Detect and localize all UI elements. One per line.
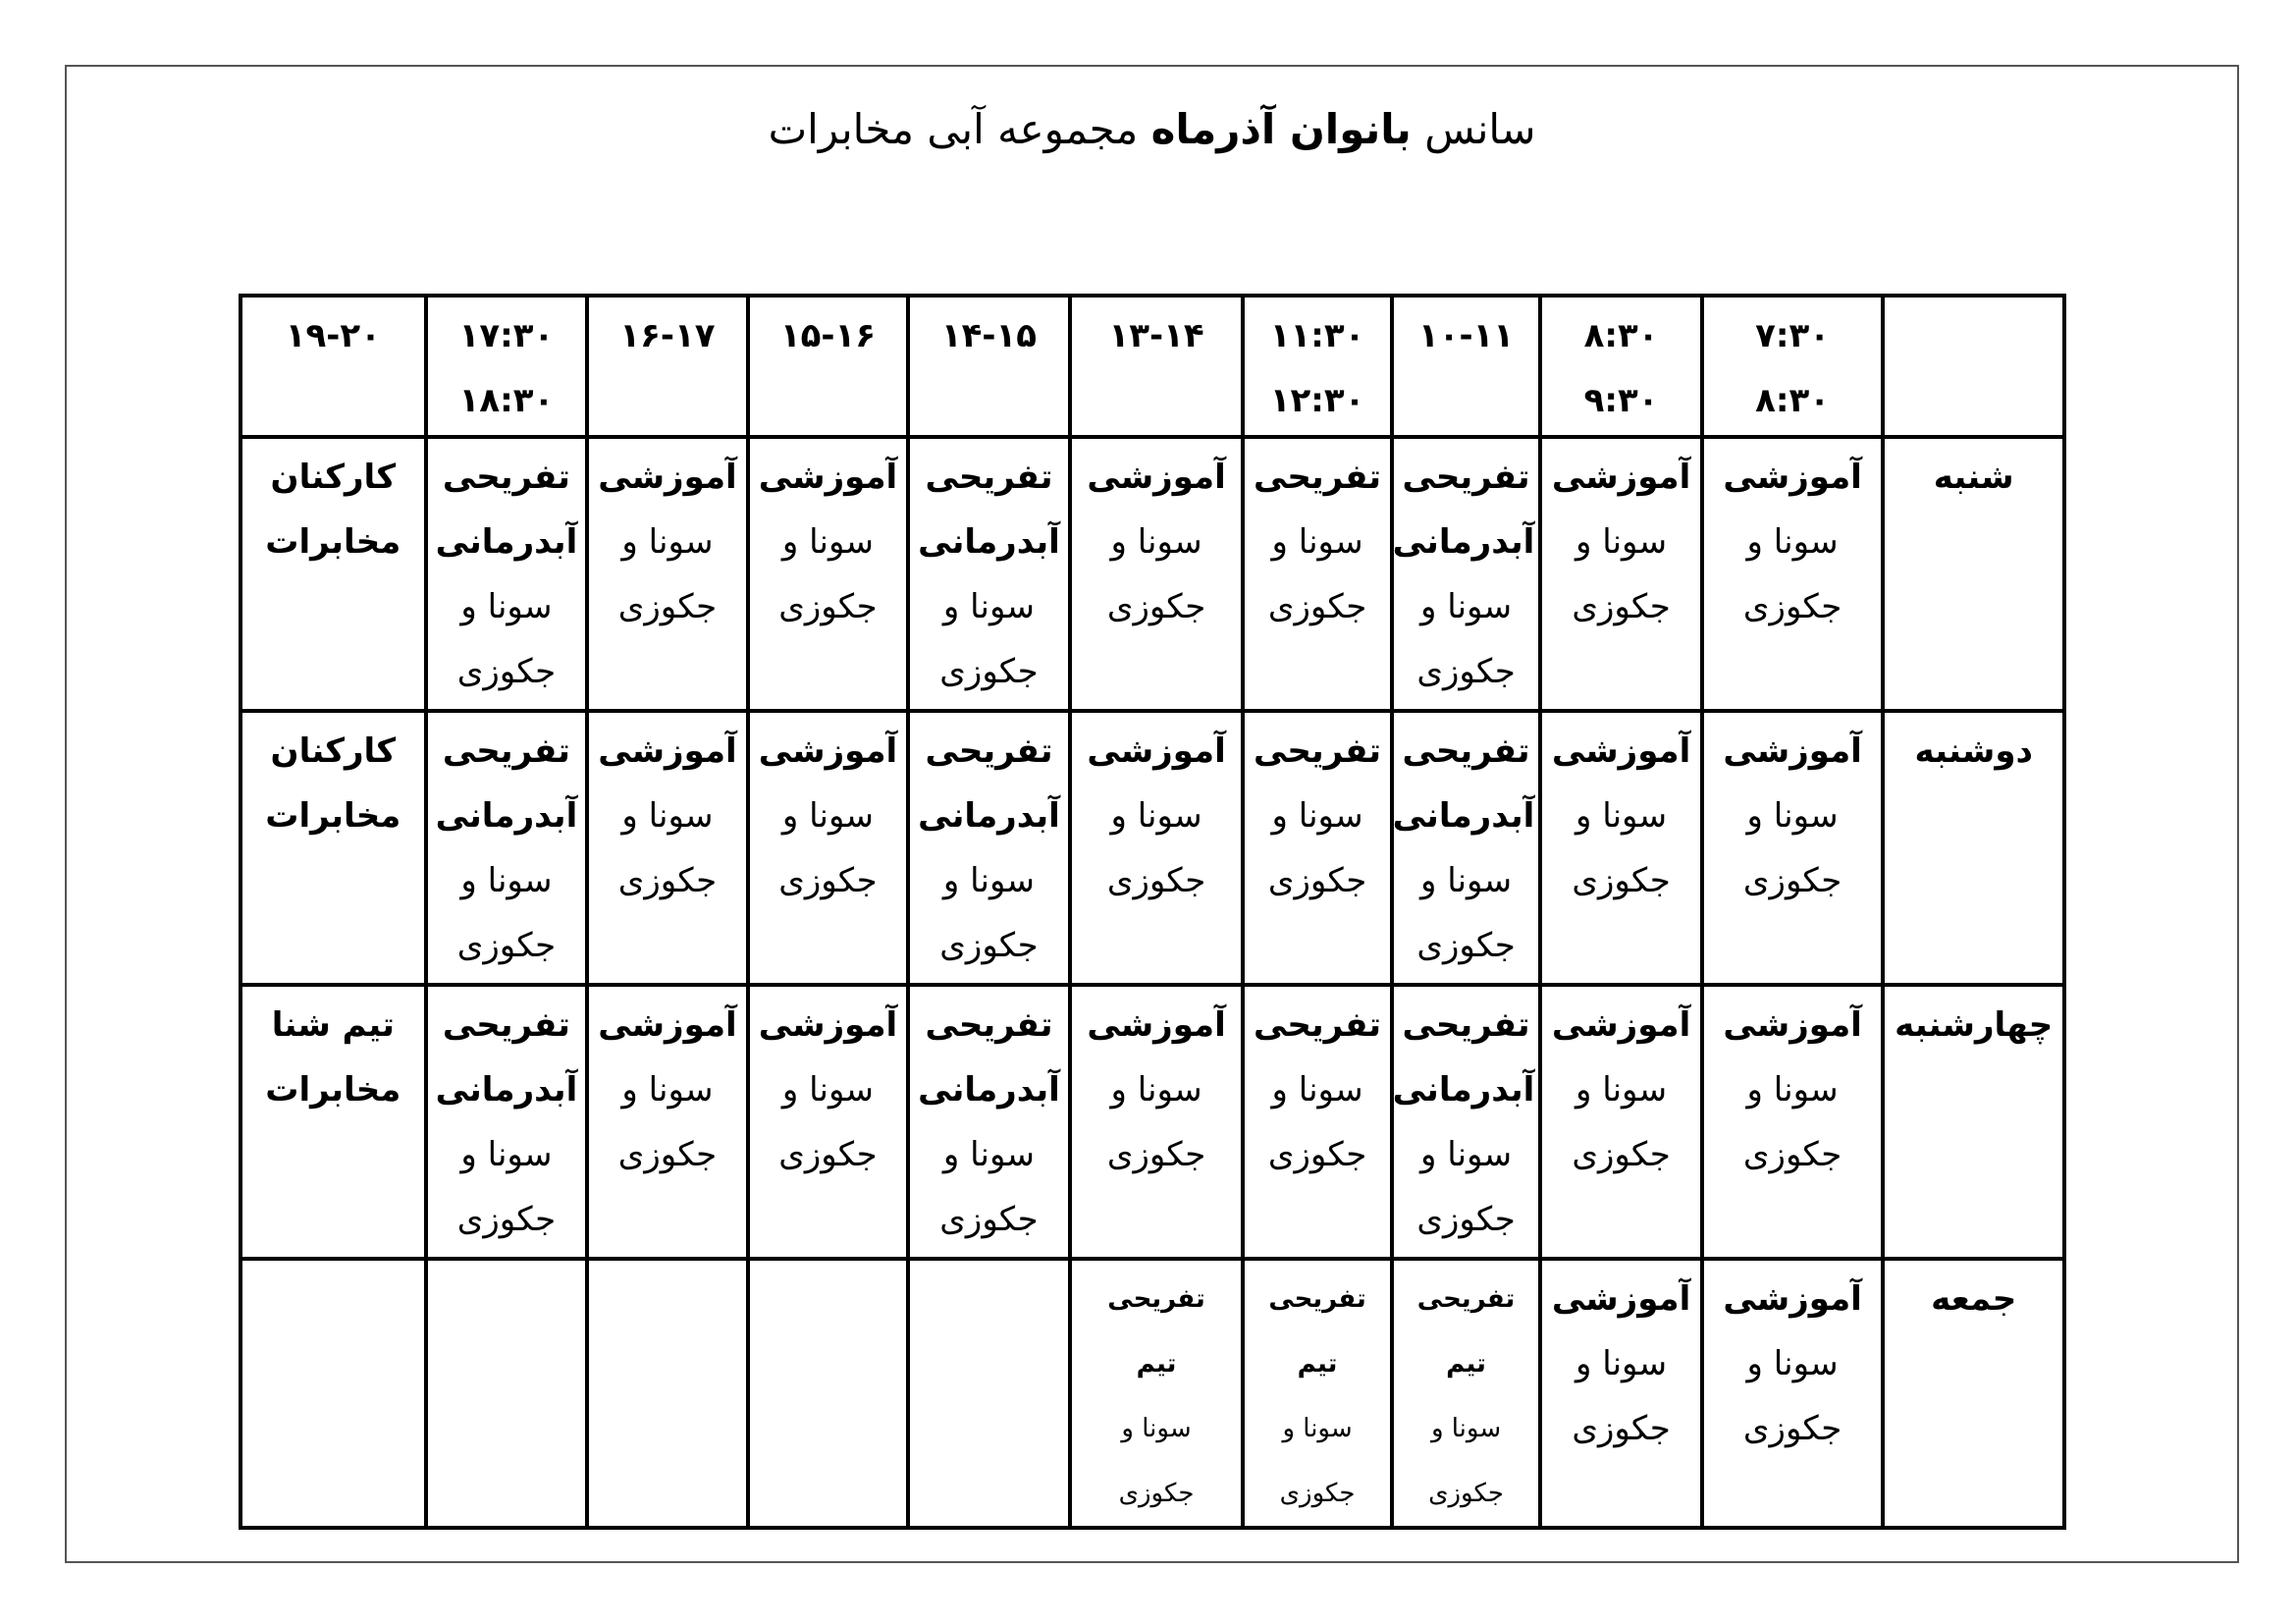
session-type: کارکنان	[270, 458, 397, 497]
session-amenity-2: جکوزی	[1428, 1479, 1504, 1508]
session-amenity-2: جکوزی	[1572, 1409, 1671, 1448]
session-type: تفریحی	[1402, 458, 1530, 497]
time-line-1: ۷:۳۰	[1755, 316, 1831, 355]
session-amenity-2: جکوزی	[617, 1135, 718, 1174]
session-amenity-2: جکوزی	[778, 1135, 878, 1174]
session-cell	[587, 1259, 748, 1528]
session-amenity-2: جکوزی	[1742, 1135, 1842, 1174]
session-cell	[1243, 711, 1391, 985]
session-amenity-2: جکوزی	[1106, 1135, 1206, 1174]
session-cell	[908, 985, 1070, 1259]
day-row	[240, 985, 2064, 1259]
session-amenity-2: جکوزی	[778, 861, 878, 900]
session-cell	[748, 711, 909, 985]
session-amenity-2: جکوزی	[939, 926, 1039, 965]
session-type: تفریحی	[925, 731, 1053, 771]
session-cell	[1070, 711, 1244, 985]
time-header	[748, 296, 909, 437]
session-cell	[908, 711, 1070, 985]
session-type: تفریحی	[1402, 731, 1530, 771]
session-cell	[1070, 985, 1244, 1259]
session-type: تفریحی	[925, 1005, 1053, 1045]
session-cell	[908, 1259, 1070, 1528]
session-type: تفریحی	[1416, 1284, 1516, 1314]
session-cell	[426, 1259, 588, 1528]
session-amenity: سونا و	[1110, 1070, 1202, 1110]
session-amenity-2: جکوزی	[1572, 1135, 1671, 1174]
session-subtype: تیم	[1136, 1349, 1177, 1379]
session-type: آموزشی	[1551, 1279, 1691, 1319]
day-row	[240, 437, 2064, 711]
session-amenity-2: جکوزی	[1279, 1479, 1356, 1508]
session-subtype: آبدرمانی	[435, 1070, 578, 1110]
session-amenity: سونا و	[781, 1070, 875, 1110]
session-amenity-2: جکوزی	[778, 587, 878, 626]
session-type: تفریحی	[925, 458, 1053, 497]
session-amenity-2: جکوزی	[939, 1200, 1039, 1239]
session-amenity: سونا و	[942, 861, 1036, 900]
day-label: جمعه	[1883, 1259, 2064, 1528]
session-amenity-2: جکوزی	[1416, 1200, 1516, 1239]
session-cell	[1540, 985, 1702, 1259]
day-label: شنبه	[1883, 437, 2064, 711]
session-cell	[426, 711, 588, 985]
session-cell	[1070, 1259, 1244, 1528]
session-amenity-2: جکوزی	[1267, 1135, 1367, 1174]
session-amenity: سونا و	[1121, 1414, 1192, 1443]
session-subtype: مخابرات	[265, 796, 401, 836]
time-line-2: ۱۲:۳۰	[1269, 381, 1365, 420]
title-part-2: بانوان آذرماه	[1150, 105, 1412, 153]
session-amenity: سونا و	[1746, 796, 1839, 836]
time-header	[587, 296, 748, 437]
session-amenity-2: جکوزی	[1572, 861, 1671, 900]
session-type: آموزشی	[598, 458, 737, 497]
session-amenity: سونا و	[460, 587, 553, 626]
session-type: تیم شنا	[271, 1005, 395, 1045]
session-type: تفریحی	[1402, 1005, 1530, 1045]
session-amenity: سونا و	[781, 522, 875, 562]
session-amenity: سونا و	[942, 587, 1036, 626]
session-subtype: آبدرمانی	[1392, 522, 1535, 562]
session-cell	[908, 437, 1070, 711]
time-line-2: ۸:۳۰	[1755, 381, 1831, 420]
time-header	[1243, 296, 1391, 437]
session-subtype: آبدرمانی	[918, 1070, 1060, 1110]
time-header	[1702, 296, 1884, 437]
session-amenity: سونا و	[1271, 796, 1363, 836]
time-header	[240, 296, 426, 437]
session-type: تفریحی	[442, 731, 570, 771]
session-amenity-2: جکوزی	[1118, 1479, 1195, 1508]
session-amenity-2: جکوزی	[1416, 926, 1516, 965]
session-cell	[587, 437, 748, 711]
session-cell	[1070, 437, 1244, 711]
session-subtype: آبدرمانی	[918, 796, 1060, 836]
session-cell	[1702, 1259, 1884, 1528]
page-title	[65, 98, 2239, 161]
session-cell	[426, 437, 588, 711]
session-subtype: مخابرات	[265, 522, 401, 562]
session-amenity: سونا و	[621, 796, 714, 836]
session-cell	[1243, 985, 1391, 1259]
session-type: آموزشی	[1723, 1005, 1862, 1045]
session-subtype: تیم	[1297, 1349, 1338, 1379]
session-type: آموزشی	[1723, 458, 1862, 497]
session-type: آموزشی	[598, 731, 737, 771]
session-cell	[1702, 985, 1884, 1259]
session-amenity-2: جکوزی	[617, 861, 718, 900]
session-type: تفریحی	[442, 458, 570, 497]
session-cell	[1392, 711, 1540, 985]
session-subtype: تیم	[1446, 1349, 1486, 1379]
title-part-1: سانس	[1411, 105, 1536, 153]
time-line-1: ۱۱:۳۰	[1269, 316, 1365, 355]
session-cell	[426, 985, 588, 1259]
session-type: آموزشی	[758, 731, 898, 771]
time-line-2: ۱۸:۳۰	[458, 381, 555, 420]
header-row	[240, 296, 2064, 437]
session-cell	[1540, 711, 1702, 985]
session-type: آموزشی	[598, 1005, 737, 1045]
time-line-1: ۱۰-۱۱	[1417, 316, 1515, 355]
session-amenity: سونا و	[1271, 522, 1363, 562]
session-amenity: سونا و	[1271, 1070, 1363, 1110]
session-cell	[748, 1259, 909, 1528]
session-amenity: سونا و	[1575, 522, 1668, 562]
session-cell	[1392, 985, 1540, 1259]
session-cell	[1392, 1259, 1540, 1528]
session-type: آموزشی	[1723, 1279, 1862, 1319]
time-line-1: ۱۵-۱۶	[779, 316, 877, 355]
time-line-1: ۱۴-۱۵	[940, 316, 1038, 355]
session-amenity: سونا و	[1575, 1344, 1668, 1383]
time-line-1: ۱۶-۱۷	[619, 316, 716, 355]
session-amenity: سونا و	[1575, 796, 1668, 836]
session-amenity-2: جکوزی	[939, 652, 1039, 691]
session-type: تفریحی	[1254, 1005, 1382, 1045]
session-cell	[1243, 1259, 1391, 1528]
session-cell	[240, 437, 426, 711]
session-amenity: سونا و	[781, 796, 875, 836]
session-amenity: سونا و	[621, 1070, 714, 1110]
session-amenity-2: جکوزی	[1742, 861, 1842, 900]
schedule-table	[239, 294, 2066, 1530]
session-amenity-2: جکوزی	[456, 652, 557, 691]
session-type: تفریحی	[442, 1005, 570, 1045]
session-amenity: سونا و	[1419, 587, 1513, 626]
session-type: آموزشی	[1551, 1005, 1691, 1045]
session-cell	[1702, 711, 1884, 985]
session-amenity: سونا و	[1110, 796, 1202, 836]
day-label: دوشنبه	[1883, 711, 2064, 985]
session-cell	[1540, 437, 1702, 711]
session-cell	[587, 711, 748, 985]
session-amenity: سونا و	[1110, 522, 1202, 562]
session-amenity: سونا و	[1575, 1070, 1668, 1110]
session-type: آموزشی	[1087, 458, 1226, 497]
session-amenity-2: جکوزی	[1742, 587, 1842, 626]
session-cell	[240, 711, 426, 985]
session-cell	[587, 985, 748, 1259]
session-type: آموزشی	[1551, 458, 1691, 497]
session-amenity-2: جکوزی	[1742, 1409, 1842, 1448]
session-cell	[240, 1259, 426, 1528]
time-header	[1070, 296, 1244, 437]
session-cell	[1540, 1259, 1702, 1528]
time-header	[1883, 296, 2064, 437]
session-amenity: سونا و	[1419, 861, 1513, 900]
session-subtype: آبدرمانی	[918, 522, 1060, 562]
session-amenity-2: جکوزی	[1572, 587, 1671, 626]
session-amenity: سونا و	[1746, 522, 1839, 562]
day-row	[240, 711, 2064, 985]
session-amenity: سونا و	[1282, 1414, 1353, 1443]
session-cell	[1392, 437, 1540, 711]
session-type: تفریحی	[1268, 1284, 1366, 1314]
session-amenity-2: جکوزی	[456, 926, 557, 965]
session-cell	[1243, 437, 1391, 711]
session-cell	[748, 985, 909, 1259]
session-amenity-2: جکوزی	[1106, 587, 1206, 626]
session-type: کارکنان	[270, 731, 397, 771]
session-type: آموزشی	[1551, 731, 1691, 771]
session-amenity-2: جکوزی	[1416, 652, 1516, 691]
session-amenity-2: جکوزی	[617, 587, 718, 626]
session-amenity-2: جکوزی	[1106, 861, 1206, 900]
time-line-2: ۹:۳۰	[1583, 381, 1659, 420]
time-header	[1392, 296, 1540, 437]
session-subtype: آبدرمانی	[1392, 796, 1535, 836]
session-type: آموزشی	[758, 1005, 898, 1045]
session-amenity: سونا و	[621, 522, 714, 562]
session-type: تفریحی	[1107, 1284, 1205, 1314]
session-amenity: سونا و	[1430, 1414, 1502, 1443]
session-cell	[1702, 437, 1884, 711]
session-amenity: سونا و	[460, 1135, 553, 1174]
session-type: تفریحی	[1254, 731, 1382, 771]
session-amenity: سونا و	[1419, 1135, 1513, 1174]
time-header	[1540, 296, 1702, 437]
day-label: چهارشنبه	[1883, 985, 2064, 1259]
time-line-1: ۱۷:۳۰	[458, 316, 555, 355]
session-type: آموزشی	[1087, 731, 1226, 771]
session-amenity-2: جکوزی	[456, 1200, 557, 1239]
session-type: آموزشی	[1087, 1005, 1226, 1045]
session-subtype: آبدرمانی	[435, 522, 578, 562]
title-part-3: مجموعه آبی مخابرات	[768, 105, 1151, 153]
day-row	[240, 1259, 2064, 1528]
time-header	[426, 296, 588, 437]
time-line-1: ۱۳-۱۴	[1108, 316, 1204, 355]
session-type: آموزشی	[758, 458, 898, 497]
session-amenity: سونا و	[460, 861, 553, 900]
session-subtype: مخابرات	[265, 1070, 401, 1110]
session-subtype: آبدرمانی	[435, 796, 578, 836]
session-cell	[748, 437, 909, 711]
session-amenity: سونا و	[1746, 1070, 1839, 1110]
time-line-1: ۱۹-۲۰	[285, 316, 381, 355]
session-amenity-2: جکوزی	[1267, 587, 1367, 626]
session-type: تفریحی	[1254, 458, 1382, 497]
session-cell	[240, 985, 426, 1259]
time-line-1: ۸:۳۰	[1583, 316, 1659, 355]
session-amenity: سونا و	[1746, 1344, 1839, 1383]
session-amenity-2: جکوزی	[1267, 861, 1367, 900]
session-subtype: آبدرمانی	[1392, 1070, 1535, 1110]
session-type: آموزشی	[1723, 731, 1862, 771]
session-amenity: سونا و	[942, 1135, 1036, 1174]
time-header	[908, 296, 1070, 437]
